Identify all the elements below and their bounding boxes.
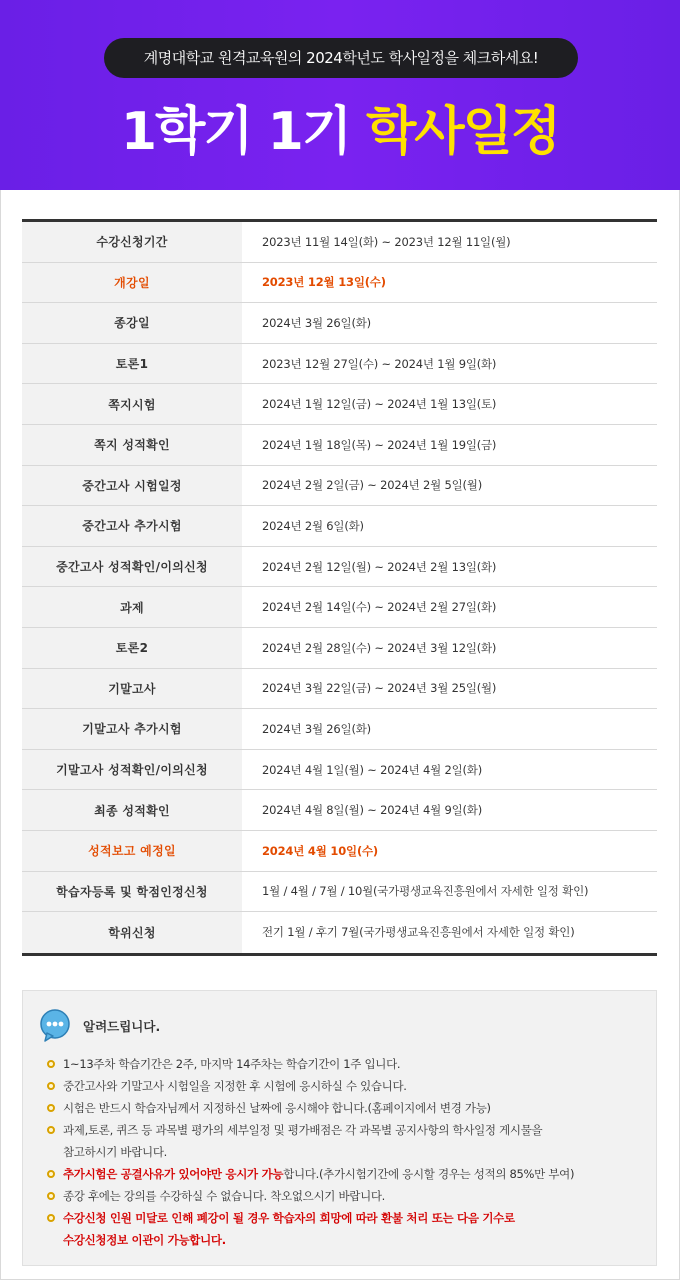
schedule-label: 종강일 [22, 303, 242, 343]
table-row [22, 750, 657, 791]
schedule-value: 2024년 1월 18일(목) ~ 2024년 1월 19일(금) [262, 437, 497, 452]
bullet-icon [47, 1214, 55, 1222]
table-row [22, 344, 657, 385]
table-row [22, 669, 657, 710]
notice-item [47, 1075, 647, 1097]
notice-header [39, 1009, 160, 1043]
table-row [22, 628, 657, 669]
table-row [22, 263, 657, 304]
notice-item [47, 1163, 647, 1185]
notice-emphasis: 추가시험은 공결사유가 있어야만 응시가 가능 [63, 1167, 284, 1181]
table-row [22, 547, 657, 588]
notice-item [47, 1119, 647, 1163]
bullet-icon [47, 1192, 55, 1200]
bullet-icon [47, 1060, 55, 1068]
schedule-label: 기말고사 성적확인/이의신청 [22, 750, 242, 790]
schedule-label: 중간고사 추가시험 [22, 506, 242, 546]
schedule-label: 학위신청 [22, 912, 242, 953]
schedule-label: 토론1 [22, 344, 242, 384]
table-row [22, 709, 657, 750]
table-row [22, 831, 657, 872]
table-row [22, 303, 657, 344]
schedule-label: 중간고사 성적확인/이의신청 [22, 547, 242, 587]
schedule-value: 2024년 2월 2일(금) ~ 2024년 2월 5일(월) [262, 478, 482, 493]
schedule-value: 2024년 2월 14일(수) ~ 2024년 2월 27일(화) [262, 600, 497, 615]
table-row [22, 872, 657, 913]
schedule-label: 중간고사 시험일정 [22, 466, 242, 506]
schedule-table [22, 219, 657, 956]
notice-title: 알려드립니다. [83, 1019, 161, 1034]
schedule-label: 토론2 [22, 628, 242, 668]
notice-item [47, 1053, 647, 1075]
notice-text: 1~13주차 학습기간은 2주, 마지막 14주차는 학습기간이 1주 입니다. [63, 1057, 401, 1071]
notice-box [22, 990, 657, 1266]
schedule-value: 2024년 3월 22일(금) ~ 2024년 3월 25일(월) [262, 681, 497, 696]
schedule-value: 전기 1월 / 후기 7월(국가평생교육진흥원에서 자세한 일정 확인) [262, 925, 575, 940]
notice-text: 과제,토론, 퀴즈 등 과목별 평가의 세부일정 및 평가배점은 각 과목별 공지사항의 학사일정 게시물을 [63, 1123, 543, 1137]
schedule-label: 쪽지 성적확인 [22, 425, 242, 465]
notice-text: 수강신청 인원 미달로 인해 폐강이 될 경우 학습자의 희망에 따라 환불 처리 또는 다음 기수로 [63, 1211, 515, 1225]
schedule-label: 과제 [22, 587, 242, 627]
schedule-label: 학습자등록 및 학점인정신청 [22, 872, 242, 912]
notice-text: 중간고사와 기말고사 시험일을 지정한 후 시험에 응시하실 수 있습니다. [63, 1079, 407, 1093]
schedule-value: 2024년 2월 6일(화) [262, 518, 364, 533]
table-row [22, 466, 657, 507]
schedule-label: 기말고사 추가시험 [22, 709, 242, 749]
schedule-value: 2024년 4월 8일(월) ~ 2024년 4월 9일(화) [262, 803, 482, 818]
schedule-value: 1월 / 4월 / 7월 / 10월(국가평생교육진흥원에서 자세한 일정 확인) [262, 884, 589, 899]
schedule-value: 2023년 11월 14일(화) ~ 2023년 12월 11일(월) [262, 234, 511, 249]
table-row [22, 790, 657, 831]
schedule-value: 2023년 12월 27일(수) ~ 2024년 1월 9일(화) [262, 356, 497, 371]
schedule-value: 2023년 12월 13일(수) [262, 275, 386, 290]
notice-list [47, 1053, 647, 1251]
notice-text: 시험은 반드시 학습자님께서 지정하신 날짜에 응시해야 합니다.(홈페이지에서 변경 가능) [63, 1101, 491, 1115]
table-row [22, 912, 657, 953]
banner-subtitle: 계명대학교 원격교육원의 2024학년도 학사일정을 체크하세요! [104, 38, 578, 78]
bullet-icon [47, 1170, 55, 1178]
schedule-label: 기말고사 [22, 669, 242, 709]
bullet-icon [47, 1104, 55, 1112]
page-title [0, 92, 680, 172]
schedule-label: 쪽지시험 [22, 384, 242, 424]
schedule-value: 2024년 3월 26일(화) [262, 315, 371, 330]
bullet-icon [47, 1126, 55, 1134]
table-row [22, 384, 657, 425]
notice-text: 합니다.(추가시험기간에 응시할 경우는 성적의 85%만 부여) [283, 1167, 575, 1181]
schedule-value: 2024년 1월 12일(금) ~ 2024년 1월 13일(토) [262, 397, 497, 412]
bullet-icon [47, 1082, 55, 1090]
header-banner [0, 0, 680, 190]
table-row [22, 506, 657, 547]
schedule-value: 2024년 2월 28일(수) ~ 2024년 3월 12일(화) [262, 640, 497, 655]
schedule-label: 수강신청기간 [22, 222, 242, 262]
table-row [22, 222, 657, 263]
schedule-label: 최종 성적확인 [22, 790, 242, 830]
schedule-value: 2024년 4월 10일(수) [262, 843, 378, 858]
notice-text-continued: 수강신청정보 이관이 가능합니다. [63, 1233, 226, 1247]
notice-item [47, 1097, 647, 1119]
schedule-value: 2024년 3월 26일(화) [262, 721, 371, 736]
table-row [22, 587, 657, 628]
notice-item [47, 1185, 647, 1207]
schedule-label: 성적보고 예정일 [22, 831, 242, 871]
schedule-value: 2024년 4월 1일(월) ~ 2024년 4월 2일(화) [262, 762, 482, 777]
notice-text: 종강 후에는 강의를 수강하실 수 없습니다. 착오없으시기 바랍니다. [63, 1189, 386, 1203]
schedule-label: 개강일 [22, 263, 242, 303]
schedule-value: 2024년 2월 12일(월) ~ 2024년 2월 13일(화) [262, 559, 497, 574]
speech-bubble-icon [39, 1009, 71, 1043]
table-row [22, 425, 657, 466]
page-title-yellow: 학사일정 [366, 102, 560, 162]
notice-text-continued: 참고하시기 바랍니다. [63, 1145, 167, 1159]
notice-item [47, 1207, 647, 1251]
page-title-white: 1학기 1기 [120, 102, 351, 162]
